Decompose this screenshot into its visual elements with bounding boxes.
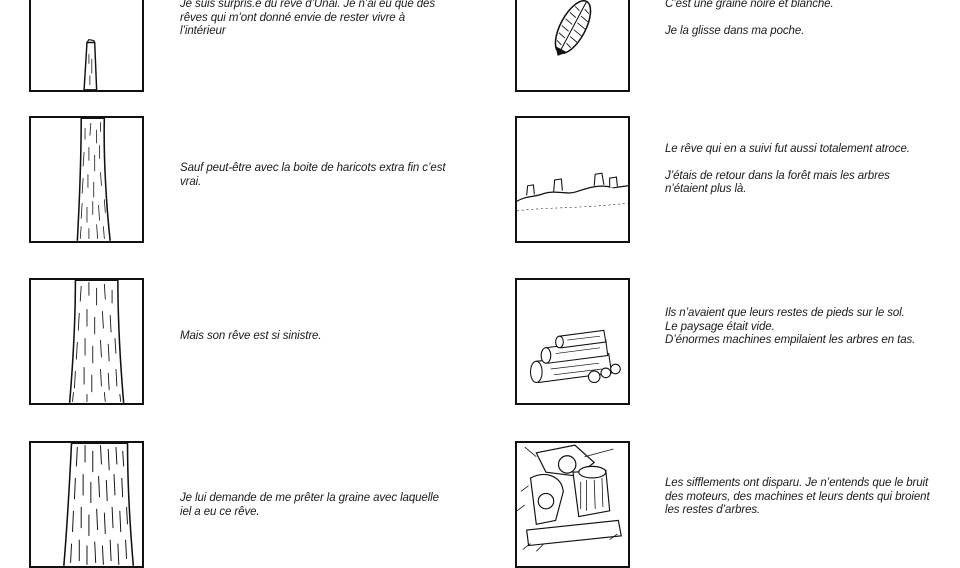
caption-right-3-line-2: Le paysage était vide. [665, 320, 775, 333]
caption-right-1 [665, 0, 935, 38]
caption-right-3 [665, 307, 935, 348]
caption-left-2: Sauf peut-être avec la boite de haricots extra fin c’est vrai. [180, 162, 446, 188]
caption-left-3: Mais son rêve est si sinistre. [180, 330, 322, 342]
tree-trunk-closer-illustration [31, 118, 142, 241]
tree-trunk-distant-illustration [31, 0, 142, 90]
caption-right-1-line-3: Je la glisse dans ma poche. [665, 24, 805, 37]
caption-right-2 [665, 143, 935, 197]
caption-right-3-line-3: D’énormes machines empilaient les arbres en tas. [665, 334, 916, 346]
caption-right-2-line-3: J’étais de retour dans la forêt mais les arbres n’étaient plus là. [665, 169, 890, 195]
panel-tree-closer [29, 116, 144, 243]
log-pile-illustration [517, 280, 628, 403]
caption-right-1-line-1: C’est une graine noire et blanche. [665, 0, 834, 10]
log-machine-illustration [517, 443, 628, 566]
panel-tree-distant [29, 0, 144, 92]
panel-log-machine [515, 441, 630, 568]
panel-seed [515, 0, 630, 92]
caption-right-4: Les sifflements ont disparu. Je n’entends que le bruit des moteurs, des machines et leurs dents qui broient les restes d’arbres. [665, 477, 930, 516]
panel-stumps-landscape [515, 116, 630, 243]
caption-right-2-line-1: Le rêve qui en a suivi fut aussi totalement atroce. [665, 143, 910, 155]
panel-tree-closest [29, 441, 144, 568]
caption-left-1: Je suis surpris.e du rêve d’Unai. Je n’ai eu que des rêves qui m’ont donné envie de rester vivre à l’intérieur [180, 0, 435, 37]
caption-left-4: Je lui demande de me prêter la graine avec laquelle iel a eu ce rêve. [180, 492, 439, 518]
caption-right-3-line-1: Ils n’avaient que leurs restes de pieds sur le sol. [665, 307, 905, 319]
tree-trunk-close-illustration [31, 280, 142, 403]
seed-illustration [517, 0, 628, 90]
tree-trunk-closest-illustration [31, 443, 142, 566]
stumps-landscape-illustration [517, 118, 628, 241]
panel-log-pile [515, 278, 630, 405]
panel-tree-close [29, 278, 144, 405]
